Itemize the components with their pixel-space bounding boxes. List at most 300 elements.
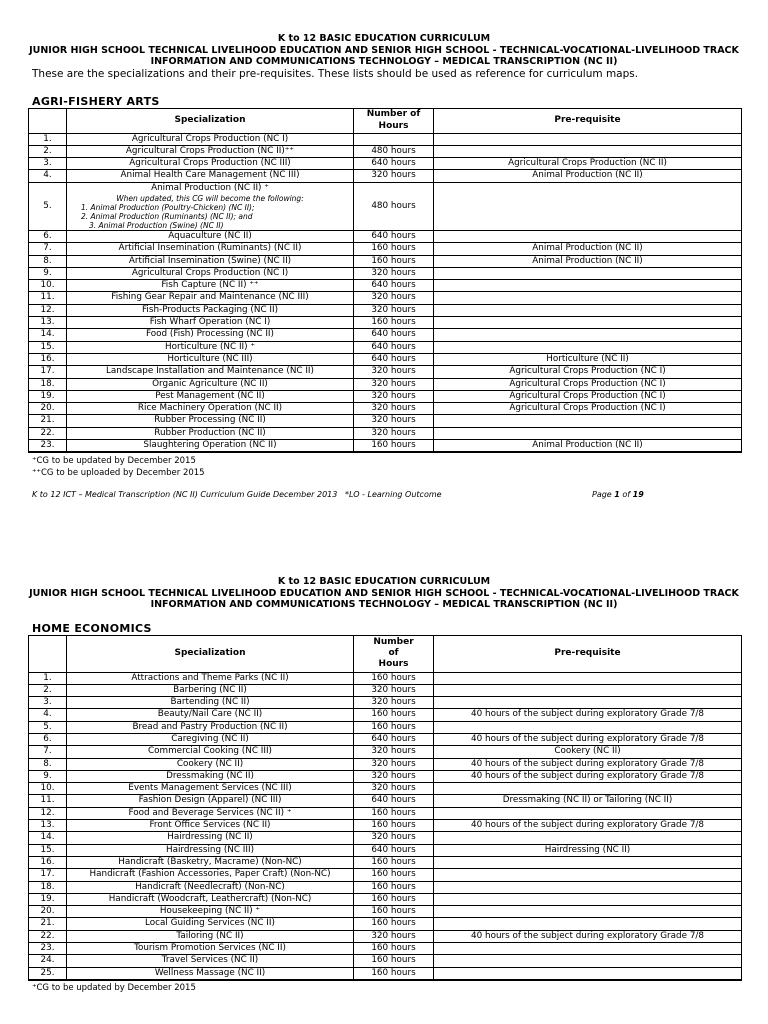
table-row [29, 182, 742, 230]
row-number [29, 255, 67, 267]
row-number-text: 9. [43, 770, 52, 781]
row-specialization [67, 133, 354, 145]
row-specialization-text: Fish Capture (NC II) ⁺⁺ [161, 280, 259, 291]
row-hours-text: 160 hours [371, 243, 416, 254]
row-number-text: 2. [43, 145, 52, 156]
row-hours [354, 856, 434, 868]
row-hours-text: 640 hours [371, 280, 416, 291]
row-hours [354, 906, 434, 918]
row-prerequisite-text: Agricultural Crops Production (NC I) [509, 366, 666, 377]
agri-fishery-table [28, 108, 742, 454]
row-prerequisite [434, 672, 742, 684]
header-line-3: INFORMATION AND COMMUNICATIONS TECHNOLOGY – MEDICAL TRANSCRIPTION (NC II) [150, 56, 618, 67]
row-number [29, 893, 67, 905]
row-number [29, 856, 67, 868]
row-number [29, 158, 67, 170]
row-hours-text: 160 hours [371, 807, 416, 818]
row-hours-text: 160 hours [371, 255, 416, 266]
table-row [29, 758, 742, 770]
row-number-text: 13. [40, 820, 55, 831]
row-prerequisite-text: Hairdressing (NC II) [544, 844, 631, 855]
row-hours [354, 133, 434, 145]
row-prerequisite [434, 930, 742, 942]
row-prerequisite [434, 770, 742, 782]
row-specialization [67, 255, 354, 267]
row-specialization [67, 341, 354, 353]
row-hours-text: 640 hours [371, 158, 416, 169]
row-prerequisite [434, 170, 742, 182]
row-hours-text: 320 hours [371, 170, 416, 181]
row-prerequisite-text: Animal Production (NC II) [532, 243, 643, 254]
row-number [29, 721, 67, 733]
table-row [29, 255, 742, 267]
row-prerequisite [434, 255, 742, 267]
row-hours [354, 390, 434, 402]
row-prerequisite [434, 292, 742, 304]
row-number-text: 18. [40, 881, 55, 892]
table-row [29, 733, 742, 745]
row-specialization-text: Artificial Insemination (Ruminants) (NC II) [118, 243, 302, 254]
row-hours [354, 427, 434, 439]
table-row [29, 746, 742, 758]
row-number [29, 697, 67, 709]
row-specialization [67, 856, 354, 868]
table-row [29, 672, 742, 684]
row-number-text: 25. [40, 967, 55, 978]
row-hours-text: 640 hours [371, 795, 416, 806]
row-specialization-text: Dressmaking (NC II) [166, 770, 254, 781]
row-number [29, 672, 67, 684]
header-line-3: INFORMATION AND COMMUNICATIONS TECHNOLOGY – MEDICAL TRANSCRIPTION (NC II) [150, 599, 618, 610]
row-specialization [67, 280, 354, 292]
row-hours-text: 320 hours [371, 930, 416, 941]
row-prerequisite [434, 182, 742, 230]
row-hours-text: 320 hours [371, 304, 416, 315]
row-number-text: 20. [40, 403, 55, 414]
row-specialization-text: Tourism Promotion Services (NC II) [134, 943, 286, 954]
row-number [29, 304, 67, 316]
row-specialization [67, 672, 354, 684]
table-row [29, 869, 742, 881]
row-specialization [67, 182, 354, 230]
col-prerequisite: Pre-requisite [434, 108, 742, 133]
row-prerequisite [434, 415, 742, 427]
table-row [29, 280, 742, 292]
row-specialization-text: Horticulture (NC III) [167, 353, 253, 364]
row-specialization-text: Events Management Services (NC III) [128, 783, 292, 794]
row5-update-item: 1. Animal Production (Poultry-Chicken) (NC II); [81, 202, 255, 212]
row-specialization-text: Aquaculture (NC II) [168, 230, 252, 241]
row-prerequisite [434, 783, 742, 795]
header-line-1: K to 12 BASIC EDUCATION CURRICULUM [277, 33, 491, 44]
row-number [29, 733, 67, 745]
row-specialization-text: Hairdressing (NC II) [167, 832, 253, 843]
col-prerequisite: Pre-requisite [434, 635, 742, 672]
row-prerequisite [434, 918, 742, 930]
row-hours-text: 160 hours [371, 967, 416, 978]
row-number [29, 427, 67, 439]
row-specialization [67, 955, 354, 967]
row-hours [354, 955, 434, 967]
row-hours [354, 746, 434, 758]
row-number-text: 4. [43, 709, 52, 720]
row-specialization-text: Handicraft (Basketry, Macrame) (Non-NC) [118, 856, 302, 867]
row-number [29, 182, 67, 230]
row-prerequisite [434, 733, 742, 745]
row-hours [354, 893, 434, 905]
home-economics-table [28, 635, 742, 981]
row-specialization [67, 317, 354, 329]
row-number-text: 24. [40, 955, 55, 966]
row-prerequisite [434, 856, 742, 868]
table-row [29, 317, 742, 329]
row-hours-text: 640 hours [371, 733, 416, 744]
row-number [29, 378, 67, 390]
table-row [29, 390, 742, 402]
table-row [29, 930, 742, 942]
row-specialization [67, 267, 354, 279]
row-number-text: 1. [43, 133, 52, 144]
row-hours-text: 160 hours [371, 881, 416, 892]
row-specialization-text: Tailoring (NC II) [176, 930, 244, 941]
row-hours-text: 160 hours [371, 943, 416, 954]
table-row [29, 795, 742, 807]
row-hours-text: 320 hours [371, 267, 416, 278]
row-hours [354, 182, 434, 230]
row-specialization [67, 292, 354, 304]
row-specialization [67, 943, 354, 955]
row-specialization-text: Rubber Processing (NC II) [154, 415, 266, 426]
row-hours [354, 280, 434, 292]
row-prerequisite-text: 40 hours of the subject during exploratory Grade 7/8 [471, 709, 704, 720]
table-row [29, 170, 742, 182]
row-specialization [67, 783, 354, 795]
row-number-text: 11. [40, 292, 55, 303]
row-hours [354, 758, 434, 770]
table-row [29, 721, 742, 733]
row-specialization [67, 820, 354, 832]
row-prerequisite-text: Agricultural Crops Production (NC II) [508, 158, 667, 169]
row-number-text: 21. [40, 415, 55, 426]
row-number-text: 13. [40, 317, 55, 328]
row-hours-text: 320 hours [371, 403, 416, 414]
row-number-text: 11. [40, 795, 55, 806]
row-specialization [67, 758, 354, 770]
table-row [29, 329, 742, 341]
row-hours [354, 230, 434, 242]
row-number [29, 832, 67, 844]
row-hours [354, 770, 434, 782]
row-hours-text: 640 hours [371, 329, 416, 340]
row-prerequisite [434, 684, 742, 696]
row-number-text: 2. [43, 684, 52, 695]
col-hours-line-3: Hours [378, 659, 409, 670]
footer-page-number [592, 490, 644, 499]
table-row [29, 133, 742, 145]
row-number-text: 21. [40, 918, 55, 929]
row-specialization [67, 930, 354, 942]
table-row [29, 267, 742, 279]
row-prerequisite [434, 943, 742, 955]
row-prerequisite [434, 820, 742, 832]
row-number-text: 7. [43, 746, 52, 757]
row-specialization-text: Animal Health Care Management (NC III) [120, 170, 300, 181]
row-specialization [67, 427, 354, 439]
row-hours [354, 267, 434, 279]
table-row [29, 145, 742, 157]
row-specialization-text: Fish-Products Packaging (NC II) [142, 304, 278, 315]
row-hours [354, 145, 434, 157]
row-hours-text: 320 hours [371, 832, 416, 843]
page-prefix: Page [592, 490, 615, 499]
col-hours: Number of Hours [354, 108, 434, 133]
row-specialization-text: Front Office Services (NC II) [149, 820, 271, 831]
row-number-text: 5. [43, 721, 52, 732]
row-hours [354, 341, 434, 353]
row-number [29, 292, 67, 304]
section-title-home: HOME ECONOMICS [32, 621, 152, 635]
row-number-text: 14. [40, 832, 55, 843]
row-prerequisite [434, 280, 742, 292]
row-number [29, 758, 67, 770]
row-hours [354, 317, 434, 329]
table-row [29, 292, 742, 304]
row-hours-text: 320 hours [371, 758, 416, 769]
row-specialization-text: Housekeeping (NC II) ⁺ [159, 906, 261, 917]
row-number [29, 440, 67, 453]
row-number [29, 353, 67, 365]
row-specialization [67, 795, 354, 807]
row-prerequisite-text: Agricultural Crops Production (NC I) [509, 403, 666, 414]
row-number-text: 6. [43, 733, 52, 744]
col-specialization: Specialization [67, 108, 354, 133]
row-number-text: 4. [43, 170, 52, 181]
row-specialization [67, 145, 354, 157]
page-total: 19 [632, 490, 644, 499]
row-specialization [67, 304, 354, 316]
table-row [29, 158, 742, 170]
row-specialization [67, 709, 354, 721]
row-prerequisite [434, 906, 742, 918]
page-2 [0, 576, 768, 994]
row-hours [354, 869, 434, 881]
row-hours [354, 170, 434, 182]
row-specialization [67, 721, 354, 733]
row-prerequisite-text: Animal Production (NC II) [532, 170, 643, 181]
row-prerequisite-text: Cookery (NC II) [554, 746, 621, 757]
row-prerequisite [434, 145, 742, 157]
row-hours-text: 160 hours [371, 906, 416, 917]
row-number-text: 8. [43, 758, 52, 769]
row-hours-text: 320 hours [371, 770, 416, 781]
row-hours [354, 930, 434, 942]
row-number [29, 869, 67, 881]
row-specialization-text: Hairdressing (NC III) [165, 844, 255, 855]
row-hours-text: 320 hours [371, 292, 416, 303]
row-number-text: 1. [43, 672, 52, 683]
row-prerequisite-text: Animal Production (NC II) [532, 440, 643, 451]
row-number [29, 403, 67, 415]
row-hours-text: 320 hours [371, 366, 416, 377]
table-row [29, 378, 742, 390]
table-row [29, 403, 742, 415]
row-specialization [67, 881, 354, 893]
row-prerequisite [434, 955, 742, 967]
row-prerequisite [434, 329, 742, 341]
row-specialization [67, 403, 354, 415]
row-prerequisite [434, 758, 742, 770]
row-prerequisite [434, 709, 742, 721]
row-prerequisite [434, 440, 742, 453]
row-prerequisite-text: Agricultural Crops Production (NC I) [509, 378, 666, 389]
row-prerequisite [434, 133, 742, 145]
row-prerequisite-text: 40 hours of the subject during exploratory Grade 7/8 [471, 758, 704, 769]
row-specialization-text: Fashion Design (Apparel) (NC III) [138, 795, 282, 806]
row-specialization [67, 353, 354, 365]
row-number-text: 8. [43, 255, 52, 266]
row-number [29, 230, 67, 242]
row-number [29, 881, 67, 893]
row-hours-text: 640 hours [371, 341, 416, 352]
agri-note-1: ⁺CG to be updated by December 2015 [32, 456, 196, 467]
row-prerequisite-text: Agricultural Crops Production (NC I) [509, 390, 666, 401]
row-specialization-text: Food and Beverage Services (NC II) ⁺ [128, 807, 292, 818]
row-hours-text: 640 hours [371, 353, 416, 364]
row-number [29, 807, 67, 819]
row-hours [354, 697, 434, 709]
row-prerequisite [434, 390, 742, 402]
row-number-text: 22. [40, 930, 55, 941]
row-number [29, 145, 67, 157]
table-row [29, 807, 742, 819]
row-specialization-text: Agricultural Crops Production (NC I) [131, 133, 289, 144]
row-number [29, 267, 67, 279]
row-hours-text: 160 hours [371, 721, 416, 732]
row-specialization [67, 684, 354, 696]
row-number [29, 280, 67, 292]
header-line-2: JUNIOR HIGH SCHOOL TECHNICAL LIVELIHOOD EDUCATION AND SENIOR HIGH SCHOOL - TECHNICAL-VOCATIONAL-LIVELIHOOD TRACK [29, 44, 739, 56]
row-specialization-text: Artificial Insemination (Swine) (NC II) [128, 255, 292, 266]
row-number [29, 133, 67, 145]
footer-lo-note: *LO - Learning Outcome [345, 490, 442, 499]
row-specialization-text: Agricultural Crops Production (NC II)⁺⁺ [125, 145, 295, 156]
row-number-text: 10. [40, 280, 55, 291]
row-number [29, 955, 67, 967]
row-number-text: 17. [40, 869, 55, 880]
row-specialization-text: Travel Services (NC II) [161, 955, 259, 966]
row-prerequisite [434, 366, 742, 378]
row-number [29, 243, 67, 255]
row-prerequisite-text: Animal Production (NC II) [532, 255, 643, 266]
row-specialization-text: Fishing Gear Repair and Maintenance (NC III) [111, 292, 309, 303]
row-number-text: 19. [40, 893, 55, 904]
row-number [29, 366, 67, 378]
row-number-text: 23. [40, 943, 55, 954]
row-hours [354, 807, 434, 819]
row-specialization [67, 832, 354, 844]
row-hours [354, 918, 434, 930]
table-row [29, 709, 742, 721]
row-specialization [67, 390, 354, 402]
row-hours [354, 243, 434, 255]
row-hours [354, 353, 434, 365]
row-hours-text: 640 hours [371, 844, 416, 855]
row-number-text: 12. [40, 807, 55, 818]
row-specialization [67, 844, 354, 856]
row-specialization [67, 733, 354, 745]
row-specialization-text: Agricultural Crops Production (NC I) [131, 267, 289, 278]
row5-update-item: 3. Animal Production (Swine) (NC II) [89, 220, 224, 230]
col-hours [354, 635, 434, 672]
row-specialization [67, 158, 354, 170]
row-prerequisite [434, 427, 742, 439]
table-row [29, 967, 742, 980]
row-specialization-text: Bread and Pastry Production (NC II) [132, 721, 288, 732]
row-specialization-text: Pest Management (NC II) [155, 390, 265, 401]
row-hours-text: 160 hours [371, 672, 416, 683]
row-number-text: 10. [40, 783, 55, 794]
row-hours [354, 366, 434, 378]
row-prerequisite-text: 40 hours of the subject during exploratory Grade 7/8 [471, 930, 704, 941]
row-number-text: 17. [40, 366, 55, 377]
row-number-text: 6. [43, 230, 52, 241]
row-number [29, 709, 67, 721]
row-specialization-text: Caregiving (NC II) [171, 733, 249, 744]
table-row [29, 955, 742, 967]
row-specialization [67, 378, 354, 390]
table-row [29, 820, 742, 832]
row-specialization [67, 918, 354, 930]
table-row [29, 427, 742, 439]
row-hours-text: 160 hours [371, 317, 416, 328]
row-hours-text: 160 hours [371, 709, 416, 720]
row-number-text: 18. [40, 378, 55, 389]
home-note-1: ⁺CG to be updated by December 2015 [32, 982, 196, 993]
row-specialization [67, 697, 354, 709]
row-number [29, 930, 67, 942]
page-of: of [619, 490, 633, 499]
table-row [29, 366, 742, 378]
row-prerequisite [434, 267, 742, 279]
row-hours [354, 943, 434, 955]
table-row [29, 230, 742, 242]
table-row [29, 770, 742, 782]
table-row [29, 856, 742, 868]
row-specialization-text: Rice Machinery Operation (NC II) [137, 403, 283, 414]
row-number [29, 770, 67, 782]
row-number [29, 317, 67, 329]
row-prerequisite [434, 967, 742, 980]
row-number-text: 3. [43, 158, 52, 169]
row-specialization [67, 906, 354, 918]
row-hours [354, 820, 434, 832]
row-number-text: 22. [40, 427, 55, 438]
row-hours [354, 672, 434, 684]
table-row [29, 918, 742, 930]
row-number-text: 16. [40, 353, 55, 364]
row-hours [354, 329, 434, 341]
row-hours-text: 320 hours [371, 697, 416, 708]
row-number [29, 746, 67, 758]
row-hours [354, 795, 434, 807]
row-hours-text: 480 hours [371, 145, 416, 156]
col-num [29, 635, 67, 672]
table-row [29, 943, 742, 955]
row-prerequisite [434, 403, 742, 415]
row-hours [354, 304, 434, 316]
row-hours [354, 783, 434, 795]
table-row [29, 304, 742, 316]
